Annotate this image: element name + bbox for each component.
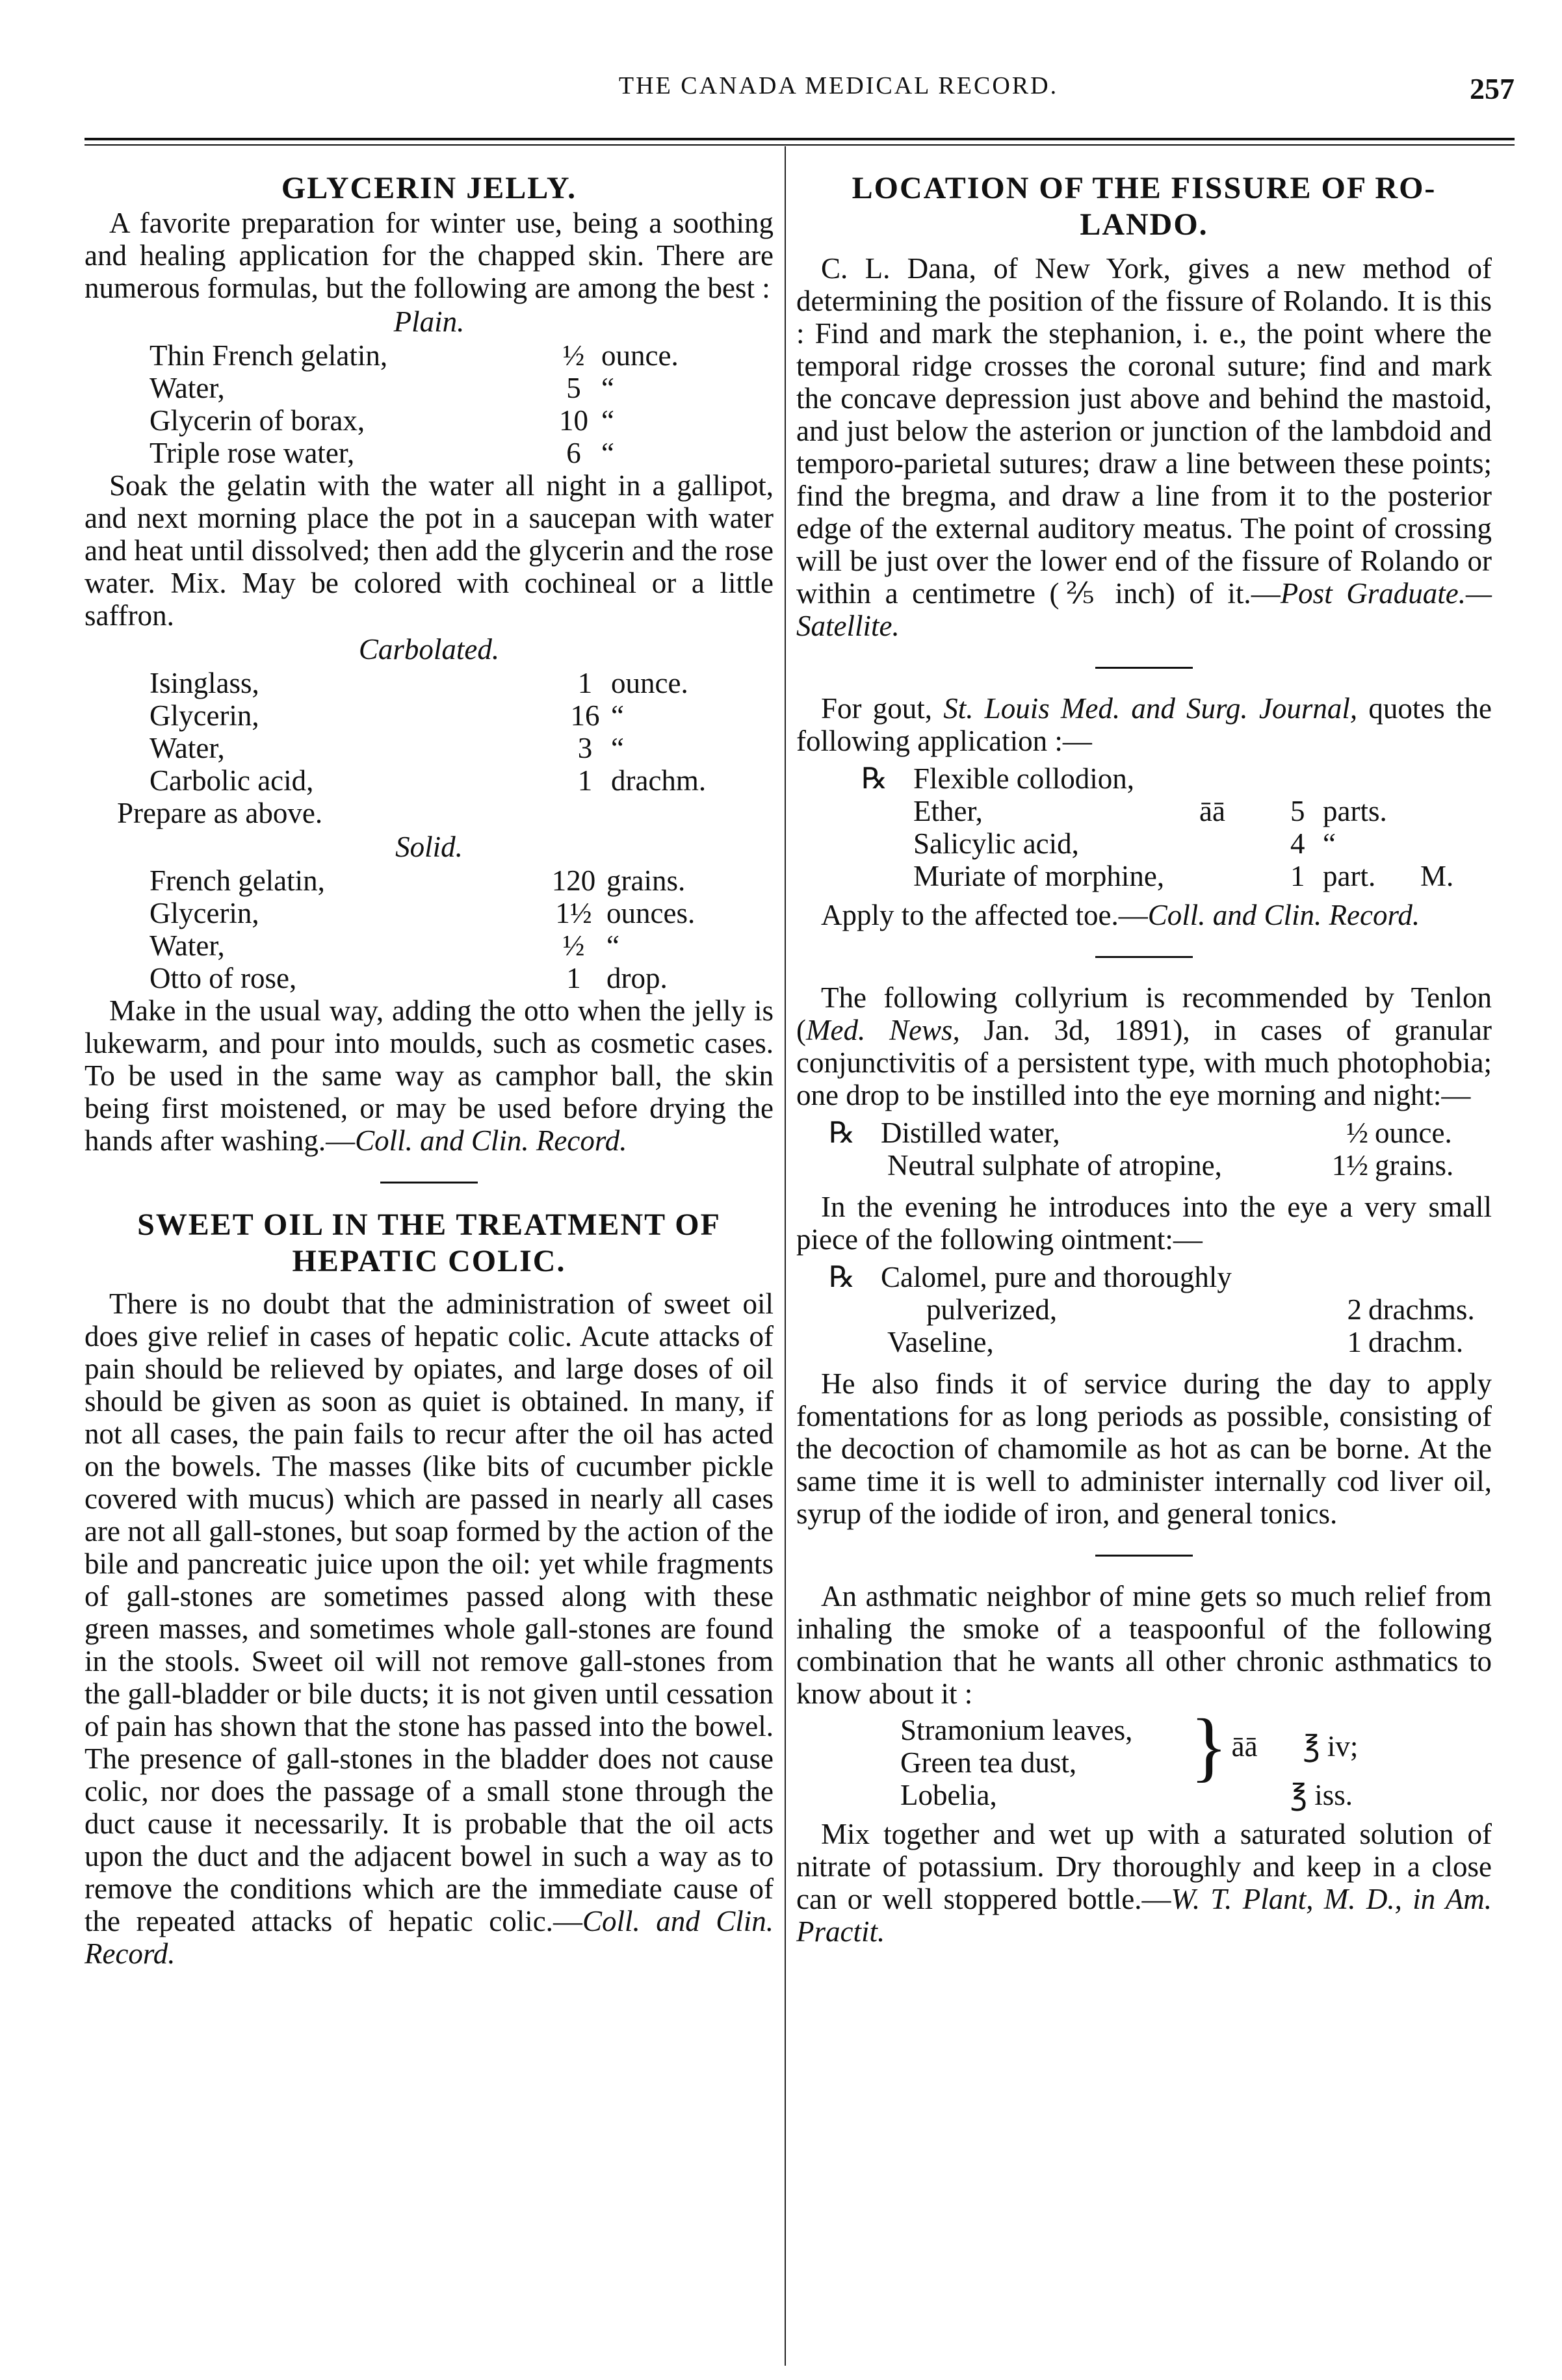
aa-mark: āā	[1231, 1730, 1258, 1763]
glycerin-intro: A favorite preparation for winter use, being a soothing and healing application for the chapped skin. There are numerous formulas, but the following are among the best :	[85, 207, 774, 304]
rolando-title-line2: LANDO.	[1080, 207, 1208, 242]
aa-mark	[1199, 827, 1290, 860]
recipe-row	[150, 897, 695, 929]
unit	[1362, 1261, 1475, 1293]
ingredient: Distilled water,	[881, 1117, 1060, 1149]
solid-label: Solid.	[395, 831, 463, 863]
ingredient: Isinglass,	[150, 667, 259, 699]
recipe-row	[861, 795, 1453, 827]
rx-symbol: ℞	[829, 1117, 855, 1149]
collyrium-closing: He also finds it of service during the day to apply fomentations for as long periods as possible, consisting of the decoction of chamomile as hot as can be borne. At the same time it is well to administer internally cod liver oil, syrup of the iodide of iron, and general tonics.	[796, 1367, 1492, 1530]
gout-intro-a: For gout,	[821, 692, 944, 725]
header-rule	[85, 138, 1515, 140]
recipe-row	[150, 962, 695, 994]
quantity	[1290, 762, 1316, 795]
ingredient: Glycerin,	[150, 897, 259, 929]
carbolated-label: Carbolated.	[358, 633, 500, 666]
ingredient: Flexible collodion,	[913, 762, 1134, 795]
ingredient: Lobelia,	[900, 1779, 997, 1811]
recipe-row	[150, 437, 679, 469]
gout-journal: St. Louis Med. and Surg. Journal,	[943, 692, 1358, 725]
ingredient: Neutral sulphate of atropine,	[887, 1149, 1222, 1182]
ingredient: Carbolic acid,	[150, 764, 314, 797]
rolando-body: C. L. Dana, of New York, gives a new method of determining the position of the fissure of Rolando. It is this : Find and mark the stephanion, i. e., the point where the temporal ridge crosses the coronal suture; find and mark the concave depression just above and behind the mastoid, and just below the asterion or junction of the lambdoid and temporo-parietal sutures; draw a line between these points; find the bregma, and draw a line from it to the posterior edge of the external auditory meatus. The point of crossing will be just over the lower end of the fissure of Rolando or within a centimetre (⅖ inch) of it.—Post Graduate.—Satellite.	[796, 252, 1492, 642]
unit: drachms.	[1368, 1293, 1475, 1326]
quantity: 1	[1347, 1326, 1362, 1358]
sweet-oil-source: Coll. and Clin. Record.	[85, 1905, 774, 1970]
ingredient: Triple rose water,	[150, 437, 355, 469]
page-number: 257	[1470, 72, 1515, 105]
quantity: 3	[577, 732, 593, 764]
recipe-row	[150, 404, 679, 437]
unit: drachm.	[611, 764, 707, 797]
plain-label: Plain.	[393, 305, 465, 338]
recipe-row	[900, 1746, 1186, 1779]
solid-recipe	[150, 864, 695, 994]
asthma-directions-text: Mix together and wet up with a saturated solution of nitrate of potassium. Dry thoroughly and keep in a close can or well stoppered bottle.—	[796, 1818, 1492, 1915]
ingredient: Otto of rose,	[150, 962, 297, 994]
quantity: 1	[1290, 860, 1305, 892]
unit: “	[611, 732, 624, 764]
recipe-row	[150, 339, 679, 372]
solid-directions-text: Make in the usual way, adding the otto when the jelly is lukewarm, and pour into moulds, such as cosmetic cases. To be used in the same way as camphor ball, the skin being first moistened, or may be used before drying the hands after washing.	[85, 994, 774, 1157]
glycerin-source: Coll. and Clin. Record.	[355, 1124, 627, 1157]
collyrium-intro-b: Jan. 3d, 1891), in cases of granular conjunctivitis of a persistent type, with much photophobia; one drop to be instilled into the eye morning and night:—	[796, 1014, 1492, 1111]
section-divider	[1095, 667, 1193, 669]
recipe-row	[150, 864, 695, 897]
rolando-source: Post Graduate.—Satellite.	[796, 577, 1492, 642]
unit: drachm.	[1368, 1326, 1464, 1358]
unit: “	[601, 404, 614, 437]
recipe-row	[150, 732, 706, 764]
left-column	[85, 170, 774, 1970]
quantity: 1½	[1331, 1149, 1368, 1182]
quantity: 5	[1290, 795, 1305, 827]
quantity: 1½	[555, 897, 592, 929]
rx-symbol: ℞	[861, 762, 888, 795]
ingredient: Water,	[150, 929, 225, 962]
unit: “	[601, 437, 614, 469]
quantity: 120	[551, 864, 596, 897]
asthma-ingredients	[900, 1714, 1186, 1811]
running-head: THE CANADA MEDICAL RECORD.	[618, 72, 1059, 99]
misce: M.	[1420, 860, 1454, 892]
solid-directions: Make in the usual way, adding the otto when the jelly is lukewarm, and pour into moulds, such as cosmetic cases. To be used in the same way as camphor ball, the skin being first moistened, or may be used before drying the hands after washing.—Coll. and Clin. Record.	[85, 994, 774, 1157]
collyrium-journal: Med. News,	[806, 1014, 960, 1046]
recipe-row	[150, 372, 679, 404]
plain-recipe	[150, 339, 679, 469]
recipe-row	[900, 1779, 1186, 1811]
asthma-amounts	[1186, 1703, 1359, 1811]
column-divider	[785, 146, 786, 2366]
collyrium-recipe	[829, 1117, 1453, 1182]
recipe-row	[150, 929, 695, 962]
misce	[1420, 762, 1453, 795]
unit: “	[601, 372, 614, 404]
quantity: ℥ iv;	[1303, 1730, 1359, 1763]
sweet-oil-body: There is no doubt that the administration of sweet oil does give relief in cases of hepatic colic. Acute attacks of pain should be relieved by opiates, and large doses of oil should be given as soon as quiet is obtained. In many, if not all cases, the pain fails to recur after the oil has acted on the bowels. The masses (like bits of cucumber pickle covered with mucus) which are passed in nearly all cases are not all gall-stones, but soap formed by the action of the bile and pancreatic juice upon the oil: yet while fragments of gall-stones are sometimes passed along with these green masses, and sometimes whole gall-stones are found in the stools. Sweet oil will not remove gall-stones from the gall-bladder or bile ducts; it is not given until cessation of pain has shown that the stone has passed into the bowel. The presence of gall-stones in the bladder does not cause colic, nor does the passage of a small stone through the duct cause it necessarily. It is probable that the oil acts upon the duct and the adjacent bowel in such a way as to remove the conditions which are the immediate cause of the repeated attacks of hepatic colic.—Coll. and Clin. Record.	[85, 1287, 774, 1970]
section-divider	[1095, 956, 1193, 958]
unit: ounces.	[606, 897, 696, 929]
rolando-title-line1: LOCATION OF THE FISSURE OF RO-	[852, 171, 1437, 205]
ingredient: Ether,	[913, 795, 983, 827]
gout-source: Coll. and Clin. Record.	[1147, 899, 1420, 931]
carbolated-recipe	[150, 667, 706, 797]
ingredient: Muriate of morphine,	[913, 860, 1165, 892]
gout-apply-text: Apply to the affected toe.—	[821, 899, 1148, 931]
quantity: 16	[570, 699, 600, 732]
unit: part.	[1323, 860, 1376, 892]
collyrium-intro	[796, 981, 1492, 1111]
unit: ounce.	[601, 339, 679, 372]
ingredient: Glycerin of borax,	[150, 404, 365, 437]
asthma-recipe	[900, 1703, 1492, 1811]
quantity: 1	[566, 962, 581, 994]
recipe-row	[150, 699, 706, 732]
gout-intro	[796, 692, 1492, 757]
glycerin-jelly-title: GLYCERIN JELLY.	[281, 171, 577, 205]
brace-mark: }	[1190, 1703, 1228, 1789]
unit: “	[1323, 827, 1336, 860]
recipe-row	[900, 1714, 1186, 1746]
unit: grains.	[1375, 1149, 1454, 1182]
asthma-directions	[796, 1818, 1492, 1948]
unit: ounce.	[611, 667, 688, 699]
collyrium-evening: In the evening he introduces into the eye a very small piece of the following ointment:—	[796, 1191, 1492, 1256]
right-column	[796, 170, 1492, 1948]
ingredient: Glycerin,	[150, 699, 259, 732]
sweet-oil-title-line2: HEPATIC COLIC.	[292, 1244, 566, 1278]
unit: grains.	[606, 864, 686, 897]
recipe-row	[829, 1149, 1453, 1182]
ingredient: Vaseline,	[887, 1326, 994, 1358]
aa-mark: āā	[1199, 795, 1225, 827]
aa-mark	[1199, 860, 1290, 892]
asthma-intro: An asthmatic neighbor of mine gets so much relief from inhaling the smoke of a teaspoonful of the following combination that he wants all other chronic asthmatics to know about it :	[796, 1580, 1492, 1710]
collyrium-intro-a: The following collyrium is recommended by Tenlon (	[796, 981, 1492, 1046]
unit: “	[606, 929, 619, 962]
section-divider	[380, 1182, 478, 1184]
recipe-row	[861, 860, 1453, 892]
recipe-row	[861, 762, 1453, 795]
carbolated-directions: Prepare as above.	[117, 797, 323, 829]
quantity: 1	[577, 667, 593, 699]
sweet-oil-text: There is no doubt that the administration of sweet oil does give relief in cases of hepatic colic. Acute attacks of pain should be relieved by opiates, and large doses of oil should be given as soon as quiet is obtained. In many, if not all cases, the pain fails to recur after the oil has acted on the bowels. The masses (like bits of cucumber pickle covered with mucus) which are passed in nearly all cases are not all gall-stones, but soap formed by the action of the bile and pancreatic juice upon the oil: yet while fragments of gall-stones are sometimes passed along with these green masses, and sometimes whole gall-stones are found in the stools. Sweet oil will not remove gall-stones from the gall-bladder or bile ducts; it is not given until cessation of pain has shown that the stone has passed into the bowel. The presence of gall-stones in the bladder does not cause colic, nor does the passage of a small stone through the duct cause it necessarily. It is probable that the oil acts upon the duct and the adjacent bowel in such a way as to remove the conditions which are the immediate cause of the repeated attacks of hepatic colic.	[85, 1287, 774, 1937]
rolando-text: C. L. Dana, of New York, gives a new method of determining the position of the fissure of Rolando. It is this : Find and mark the stephanion, i. e., the point where the temporal ridge crosses the coronal suture; find and mark the concave depression just above and behind the mastoid, and just below the asterion or junction of the lambdoid and temporo-parietal sutures; draw a line between these points; find the bregma, and draw a line from it to the posterior edge of the external auditory meatus. The point of crossing will be just over the lower end of the fissure of Rolando or within a centimetre (⅖ inch) of it.	[796, 252, 1492, 610]
gout-apply	[796, 899, 1492, 931]
ingredient: Green tea dust,	[900, 1746, 1077, 1779]
unit	[1316, 762, 1420, 795]
quantity: 5	[566, 372, 581, 404]
ingredient: Salicylic acid,	[913, 827, 1079, 860]
quantity: 2	[1347, 1293, 1362, 1326]
misce	[1420, 795, 1453, 827]
quantity: ½	[562, 339, 585, 372]
recipe-row	[150, 764, 706, 797]
aa-mark	[1199, 762, 1290, 795]
unit: parts.	[1323, 795, 1387, 827]
sweet-oil-title-line1: SWEET OIL IN THE TREATMENT OF	[137, 1208, 721, 1242]
unit: drop.	[606, 962, 668, 994]
ingredient: pulverized,	[926, 1293, 1058, 1326]
header-rule-thin	[85, 144, 1515, 146]
ingredient: Stramonium leaves,	[900, 1714, 1133, 1746]
quantity: 1	[577, 764, 593, 797]
rx-symbol: ℞	[829, 1261, 855, 1293]
recipe-row	[829, 1117, 1453, 1149]
recipe-row	[829, 1293, 1475, 1326]
ingredient: French gelatin,	[150, 864, 325, 897]
ingredient: Water,	[150, 732, 225, 764]
misce	[1420, 827, 1453, 860]
quantity: ½	[562, 929, 585, 962]
recipe-row	[829, 1326, 1475, 1358]
ointment-recipe	[829, 1261, 1475, 1358]
ingredient: Water,	[150, 372, 225, 404]
quantity: 6	[566, 437, 581, 469]
unit: “	[611, 699, 624, 732]
recipe-row	[829, 1261, 1475, 1293]
section-divider	[1095, 1555, 1193, 1557]
ingredient: Thin French gelatin,	[150, 339, 388, 372]
plain-directions: Soak the gelatin with the water all night in a gallipot, and next morning place the pot in a saucepan with water and heat until dissolved; then add the glycerin and the rose water. Mix. May be colored with cochineal or a little saffron.	[85, 469, 774, 632]
ingredient: Calomel, pure and thoroughly	[881, 1261, 1232, 1293]
quantity: 4	[1290, 827, 1305, 860]
asthma-source: W. T. Plant, M. D., in Am. Practit.	[796, 1883, 1492, 1948]
page-header	[85, 71, 1515, 117]
gout-intro-b: quotes the following application :—	[796, 692, 1492, 757]
quantity: 10	[559, 404, 588, 437]
recipe-row	[861, 827, 1453, 860]
gout-recipe	[861, 762, 1453, 892]
quantity	[1329, 1261, 1362, 1293]
unit: ounce.	[1375, 1117, 1452, 1149]
quantity: ½	[1346, 1117, 1368, 1149]
recipe-row	[150, 667, 706, 699]
quantity: ℥ iss.	[1290, 1779, 1353, 1811]
